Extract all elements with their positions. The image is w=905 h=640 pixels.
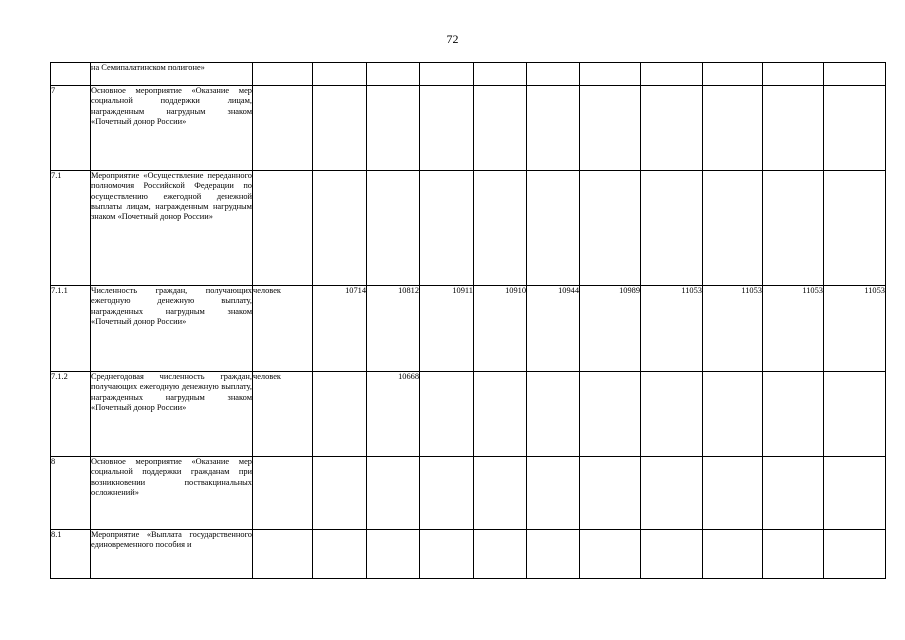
value-cell — [763, 86, 824, 171]
table-row — [51, 63, 886, 86]
row-number: 7.1.2 — [51, 372, 91, 457]
value-cell — [824, 457, 886, 530]
row-unit — [253, 63, 313, 86]
row-unit: человек — [253, 286, 313, 372]
value-cell — [824, 372, 886, 457]
row-number: 7.1 — [51, 171, 91, 286]
value-cell — [367, 530, 420, 579]
row-number: 7.1.1 — [51, 286, 91, 372]
row-description-cell — [91, 171, 253, 286]
value-cell — [367, 171, 420, 286]
indicators-table — [50, 62, 886, 579]
value-cell — [474, 530, 527, 579]
row-description: Основное мероприятие «Оказание мер социальной поддержки гражданам при возникновении поствакцинальных осложнений» — [91, 457, 252, 497]
value-cell — [527, 457, 580, 530]
row-unit — [253, 171, 313, 286]
value-cell — [527, 171, 580, 286]
value-cell — [313, 63, 367, 86]
row-number — [51, 63, 91, 86]
row-description-cell — [91, 530, 253, 579]
value-cell — [641, 63, 703, 86]
value-cell: 10812 — [367, 286, 420, 372]
value-cell — [313, 457, 367, 530]
value-cell — [824, 171, 886, 286]
value-cell — [474, 171, 527, 286]
value-cell: 10911 — [420, 286, 474, 372]
value-cell — [580, 171, 641, 286]
row-description-cell — [91, 86, 253, 171]
value-cell — [527, 63, 580, 86]
value-cell: 11053 — [641, 286, 703, 372]
value-cell — [824, 86, 886, 171]
value-cell — [763, 372, 824, 457]
value-cell — [420, 86, 474, 171]
value-cell — [703, 63, 763, 86]
value-cell — [420, 171, 474, 286]
table-body — [51, 63, 886, 579]
value-cell — [474, 63, 527, 86]
value-cell: 11053 — [824, 286, 886, 372]
value-cell — [703, 171, 763, 286]
value-cell: 11053 — [703, 286, 763, 372]
value-cell — [580, 530, 641, 579]
value-cell: 10910 — [474, 286, 527, 372]
value-cell — [420, 63, 474, 86]
value-cell — [641, 530, 703, 579]
value-cell — [824, 530, 886, 579]
table-row — [51, 171, 886, 286]
row-unit — [253, 86, 313, 171]
value-cell — [367, 457, 420, 530]
value-cell — [824, 63, 886, 86]
value-cell — [580, 372, 641, 457]
row-description-cell — [91, 457, 253, 530]
value-cell — [763, 171, 824, 286]
table-row — [51, 530, 886, 579]
row-description-cell — [91, 63, 253, 86]
row-description-cell — [91, 372, 253, 457]
value-cell — [703, 457, 763, 530]
value-cell: 10944 — [527, 286, 580, 372]
value-cell — [420, 457, 474, 530]
value-cell — [763, 530, 824, 579]
row-description: Среднегодовая численность граждан, получающих ежегодную денежную выплату, награжденных нагрудным знаком «Почетный донор России» — [91, 372, 252, 412]
value-cell — [527, 372, 580, 457]
value-cell — [641, 171, 703, 286]
value-cell — [367, 63, 420, 86]
value-cell — [580, 86, 641, 171]
value-cell — [703, 86, 763, 171]
value-cell — [474, 86, 527, 171]
value-cell — [420, 530, 474, 579]
table-row — [51, 457, 886, 530]
table-row — [51, 286, 886, 372]
value-cell — [641, 372, 703, 457]
row-description: Мероприятие «Выплата государственного единовременного пособия и — [91, 530, 252, 550]
value-cell: 10668 — [367, 372, 420, 457]
table-row — [51, 372, 886, 457]
value-cell — [474, 457, 527, 530]
row-description: Основное мероприятие «Оказание мер социальной поддержки лицам, награжденным нагрудным знаком «Почетный донор России» — [91, 86, 252, 126]
value-cell — [313, 86, 367, 171]
value-cell — [641, 86, 703, 171]
value-cell — [527, 530, 580, 579]
value-cell — [313, 171, 367, 286]
row-unit: человек — [253, 372, 313, 457]
row-number: 8 — [51, 457, 91, 530]
value-cell — [474, 372, 527, 457]
value-cell — [763, 63, 824, 86]
value-cell — [703, 372, 763, 457]
row-number: 7 — [51, 86, 91, 171]
value-cell — [313, 372, 367, 457]
row-unit — [253, 457, 313, 530]
table-row — [51, 86, 886, 171]
value-cell: 11053 — [763, 286, 824, 372]
page-number: 72 — [446, 32, 459, 46]
value-cell — [367, 86, 420, 171]
value-cell: 10989 — [580, 286, 641, 372]
value-cell: 10714 — [313, 286, 367, 372]
value-cell — [641, 457, 703, 530]
row-description-cell — [91, 286, 253, 372]
value-cell — [420, 372, 474, 457]
value-cell — [763, 457, 824, 530]
row-description: на Семипалатинском полигоне» — [91, 63, 205, 72]
value-cell — [580, 63, 641, 86]
row-description: Мероприятие «Осуществление переданного полномочия Российской Федерации по осуществлению ежегодной денежной выплаты лицам, награжденным нагрудным знаком «Почетный донор России» — [91, 171, 252, 222]
value-cell — [527, 86, 580, 171]
value-cell — [703, 530, 763, 579]
row-number: 8.1 — [51, 530, 91, 579]
row-description: Численность граждан, получающих ежегодную денежную выплату, награжденных нагрудным знаком «Почетный донор России» — [91, 286, 252, 326]
value-cell — [313, 530, 367, 579]
value-cell — [580, 457, 641, 530]
row-unit — [253, 530, 313, 579]
